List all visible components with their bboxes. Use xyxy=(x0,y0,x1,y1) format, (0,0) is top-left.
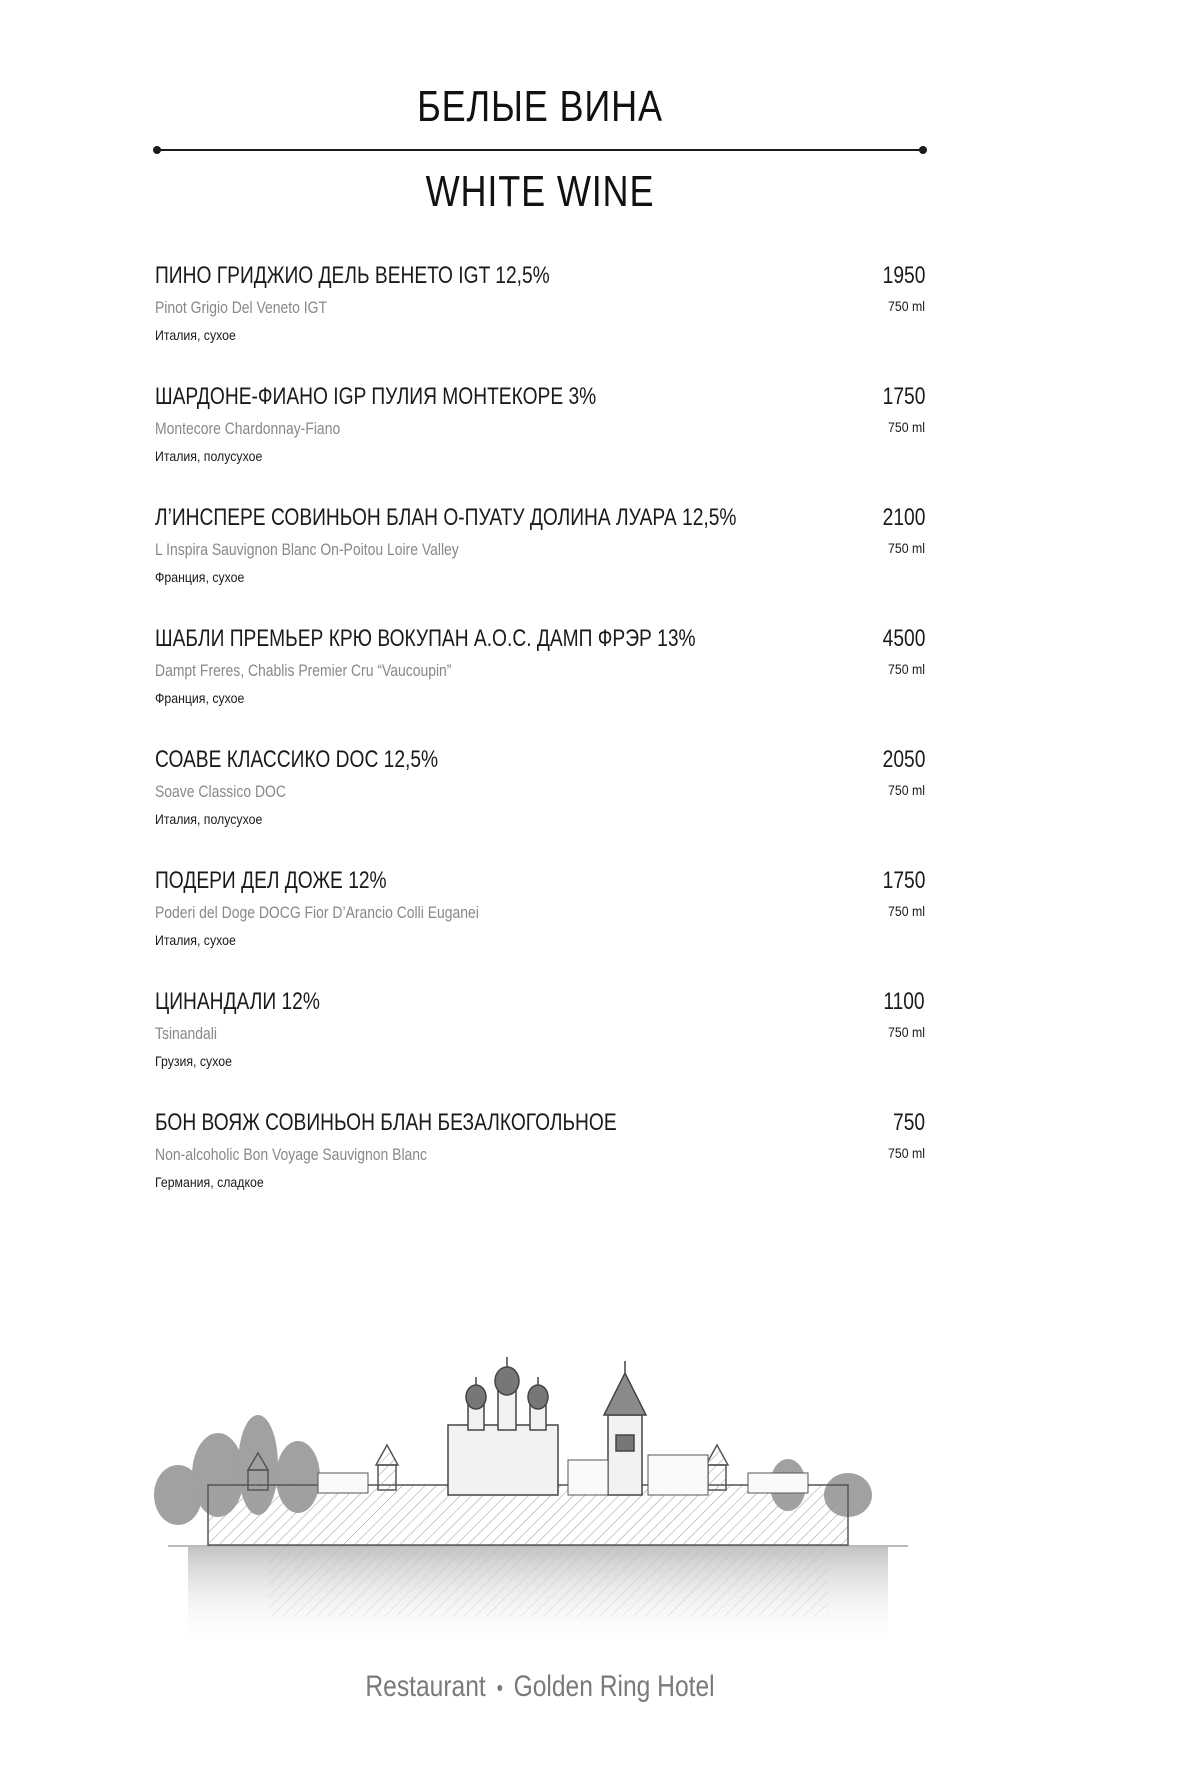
wine-name: БОН ВОЯЖ СОВИНЬОН БЛАН БЕЗАЛКОГОЛЬНОЕ xyxy=(155,1109,617,1136)
wine-origin: Италия, полусухое xyxy=(155,448,263,464)
page-title-ru: БЕЛЫЕ ВИНА xyxy=(417,82,663,131)
wine-name: Л’ИНСПЕРЕ СОВИНЬОН БЛАН О-ПУАТУ ДОЛИНА ЛУАРА 12,5% xyxy=(155,504,737,531)
footer-branding xyxy=(224,1670,855,1704)
cathedral-sketch xyxy=(448,1357,558,1495)
wine-origin: Италия, сухое xyxy=(155,932,236,948)
wine-price: 1950 xyxy=(882,262,925,289)
wine-name: ШАБЛИ ПРЕМЬЕР КРЮ ВОКУПАН А.О.С. ДАМП ФРЭР 13% xyxy=(155,625,696,652)
wine-origin: Италия, сухое xyxy=(155,327,236,343)
wine-item xyxy=(155,383,925,504)
wine-origin: Франция, сухое xyxy=(155,569,245,585)
footer-separator-dot xyxy=(497,1685,502,1691)
wine-name: ПОДЕРИ ДЕЛ ДОЖЕ 12% xyxy=(155,867,387,894)
wine-item xyxy=(155,867,925,988)
wine-name-en: Dampt Freres, Chablis Premier Cru “Vaucoupin” xyxy=(155,661,452,680)
wine-name: ШАРДОНЕ-ФИАНО IGP ПУЛИЯ МОНТЕКОРЕ 3% xyxy=(155,383,597,410)
wine-item xyxy=(155,625,925,746)
monastery-sketch-illustration xyxy=(148,1355,928,1655)
footer-restaurant-label: Restaurant xyxy=(365,1670,486,1703)
wine-price: 750 xyxy=(892,1109,925,1136)
wine-volume: 750 ml xyxy=(888,1024,925,1040)
wine-name-en: Pinot Grigio Del Veneto IGT xyxy=(155,298,328,317)
wine-origin: Германия, сладкое xyxy=(155,1174,264,1190)
wine-item xyxy=(155,1109,925,1230)
wine-list xyxy=(155,262,925,1230)
wine-price: 2100 xyxy=(882,504,925,531)
title-divider xyxy=(155,149,925,151)
wine-name-en: L Inspira Sauvignon Blanc On-Poitou Loire Valley xyxy=(155,540,459,559)
wine-origin: Италия, полусухое xyxy=(155,811,263,827)
wine-name: ПИНО ГРИДЖИО ДЕЛЬ ВЕНЕТО IGT 12,5% xyxy=(155,262,550,289)
wine-name-en: Soave Classico DOC xyxy=(155,782,286,801)
wine-origin: Франция, сухое xyxy=(155,690,245,706)
wine-volume: 750 ml xyxy=(888,540,925,556)
wine-price: 4500 xyxy=(882,625,925,652)
divider-dot-right xyxy=(919,146,927,154)
wine-item xyxy=(155,988,925,1109)
wine-price: 1100 xyxy=(883,988,925,1015)
wine-name-en: Non-alcoholic Bon Voyage Sauvignon Blanc xyxy=(155,1145,428,1164)
wine-price: 2050 xyxy=(882,746,925,773)
wine-volume: 750 ml xyxy=(888,782,925,798)
wine-item xyxy=(155,262,925,383)
wine-item xyxy=(155,504,925,625)
wine-volume: 750 ml xyxy=(888,419,925,435)
wine-item xyxy=(155,746,925,867)
footer-hotel-name: Golden Ring Hotel xyxy=(513,1670,715,1703)
wine-volume: 750 ml xyxy=(888,903,925,919)
wine-volume: 750 ml xyxy=(888,1145,925,1161)
water-reflection-sketch xyxy=(168,1546,908,1647)
wine-name: СОАВЕ КЛАССИКО DOC 12,5% xyxy=(155,746,439,773)
wine-price: 1750 xyxy=(882,383,925,410)
page-title-en: WHITE WINE xyxy=(425,167,655,216)
wine-name-en: Tsinandali xyxy=(155,1024,217,1043)
wine-price: 1750 xyxy=(882,867,925,894)
wine-volume: 750 ml xyxy=(888,661,925,677)
wine-name-en: Montecore Chardonnay-Fiano xyxy=(155,419,341,438)
wine-name: ЦИНАНДАЛИ 12% xyxy=(155,988,320,1015)
bell-tower-sketch xyxy=(604,1361,646,1495)
wine-name-en: Poderi del Doge DOCG Fior D’Arancio Colli Euganei xyxy=(155,903,479,922)
wine-volume: 750 ml xyxy=(888,298,925,314)
wine-origin: Грузия, сухое xyxy=(155,1053,232,1069)
